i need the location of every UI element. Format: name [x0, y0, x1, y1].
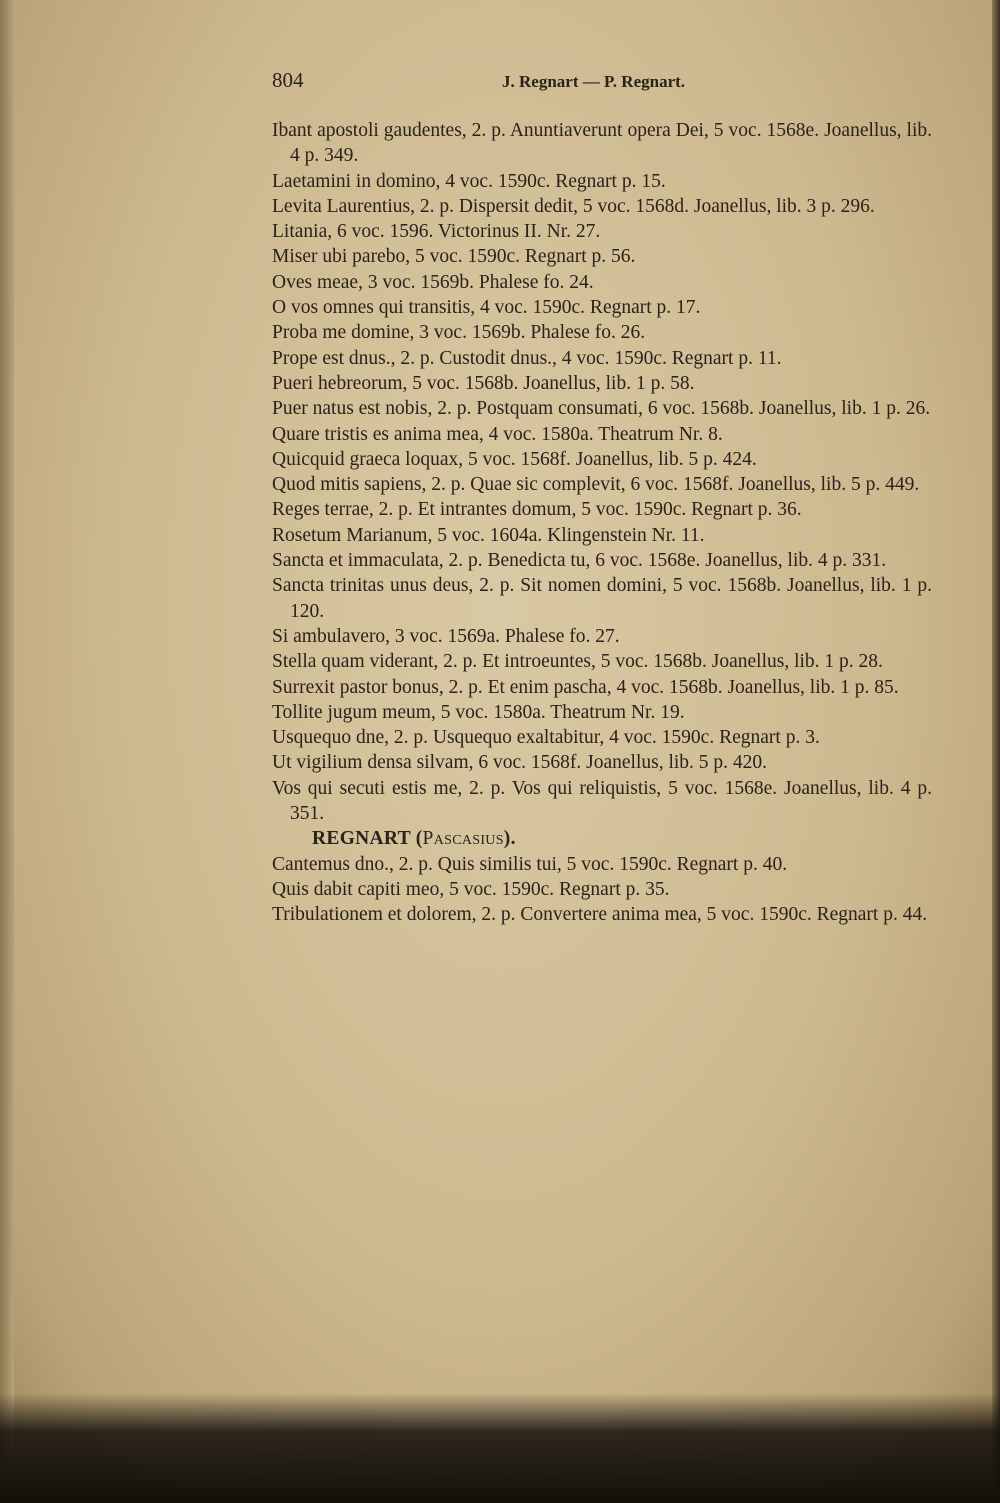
page-number: 804: [272, 68, 304, 92]
section-heading-name: REGNART: [312, 828, 411, 850]
catalog-entry: Miser ubi parebo, 5 voc. 1590c. Regnart p. 56.: [272, 246, 636, 268]
section-heading-subname: Pascasius: [422, 828, 504, 850]
catalog-entry: Surrexit pastor bonus, 2. p. Et enim pascha, 4 voc. 1568b. Joanellus, lib. 1 p. 85.: [272, 676, 899, 698]
section-heading-close: ).: [503, 828, 516, 850]
catalog-entry: Prope est dnus., 2. p. Custodit dnus., 4 voc. 1590c. Regnart p. 11.: [272, 347, 782, 369]
page-right-edge: [992, 0, 1000, 1503]
catalog-entry: O vos omnes qui transitis, 4 voc. 1590c. Regnart p. 17.: [272, 297, 701, 319]
catalog-entry: Levita Laurentius, 2. p. Dispersit dedit, 5 voc. 1568d. Joanellus, lib. 3 p. 296.: [272, 195, 875, 217]
catalog-entry: Laetamini in domino, 4 voc. 1590c. Regnart p. 15.: [272, 170, 666, 192]
catalog-entry: Tollite jugum meum, 5 voc. 1580a. Theatrum Nr. 19.: [272, 701, 685, 723]
section-heading-open: (: [410, 828, 423, 850]
catalog-entry: Quis dabit capiti meo, 5 voc. 1590c. Regnart p. 35.: [272, 878, 670, 900]
catalog-entry: Reges terrae, 2. p. Et intrantes domum, 5 voc. 1590c. Regnart p. 36.: [272, 499, 802, 521]
catalog-entry: Sancta trinitas unus deus, 2. p. Sit nomen domini, 5 voc. 1568b. Joanellus, lib. 1 p. 120.: [272, 575, 932, 622]
page-left-edge: [0, 0, 14, 1503]
catalog-text: [272, 118, 932, 928]
catalog-entry: Ut vigilium densa silvam, 6 voc. 1568f. Joanellus, lib. 5 p. 420.: [272, 752, 768, 774]
running-head: J. Regnart — P. Regnart.: [502, 72, 686, 91]
catalog-entry: Si ambulavero, 3 voc. 1569a. Phalese fo. 27.: [272, 625, 620, 647]
catalog-entry: Vos qui secuti estis me, 2. p. Vos qui reliquistis, 5 voc. 1568e. Joanellus, lib. 4 p. 351.: [272, 777, 932, 825]
catalog-entry: Quod mitis sapiens, 2. p. Quae sic complevit, 6 voc. 1568f. Joanellus, lib. 5 p. 449.: [272, 474, 920, 496]
catalog-entry: Usquequo dne, 2. p. Usquequo exaltabitur, 4 voc. 1590c. Regnart p. 3.: [272, 727, 820, 749]
catalog-entry: Ibant apostoli gaudentes, 2. p. Anuntiaverunt opera Dei, 5 voc. 1568e. Joanellus, lib. 4 p. 349.: [272, 120, 932, 167]
catalog-entry: Oves meae, 3 voc. 1569b. Phalese fo. 24.: [272, 271, 594, 293]
catalog-entry: Rosetum Marianum, 5 voc. 1604a. Klingenstein Nr. 11.: [272, 524, 705, 546]
catalog-entry: Quicquid graeca loquax, 5 voc. 1568f. Joanellus, lib. 5 p. 424.: [272, 448, 757, 470]
page-header: [272, 68, 932, 100]
catalog-entry: Pueri hebreorum, 5 voc. 1568b. Joanellus, lib. 1 p. 58.: [272, 372, 695, 394]
catalog-entry: Litania, 6 voc. 1596. Victorinus II. Nr. 27.: [272, 221, 601, 243]
catalog-entry: Sancta et immaculata, 2. p. Benedicta tu, 6 voc. 1568e. Joanellus, lib. 4 p. 331.: [272, 550, 887, 572]
bottom-shadow: [0, 1393, 1000, 1503]
catalog-entry: Proba me domine, 3 voc. 1569b. Phalese fo. 26.: [272, 322, 646, 344]
catalog-entry: Puer natus est nobis, 2. p. Postquam consumati, 6 voc. 1568b. Joanellus, lib. 1 p. 26.: [272, 398, 931, 420]
catalog-entry: Stella quam viderant, 2. p. Et introeuntes, 5 voc. 1568b. Joanellus, lib. 1 p. 28.: [272, 651, 883, 673]
section-heading: [272, 826, 932, 851]
catalog-entry: Quare tristis es anima mea, 4 voc. 1580a. Theatrum Nr. 8.: [272, 423, 723, 445]
catalog-entry: Tribulationem et dolorem, 2. p. Convertere anima mea, 5 voc. 1590c. Regnart p. 44.: [272, 904, 928, 926]
catalog-entry: Cantemus dno., 2. p. Quis similis tui, 5 voc. 1590c. Regnart p. 40.: [272, 853, 788, 875]
